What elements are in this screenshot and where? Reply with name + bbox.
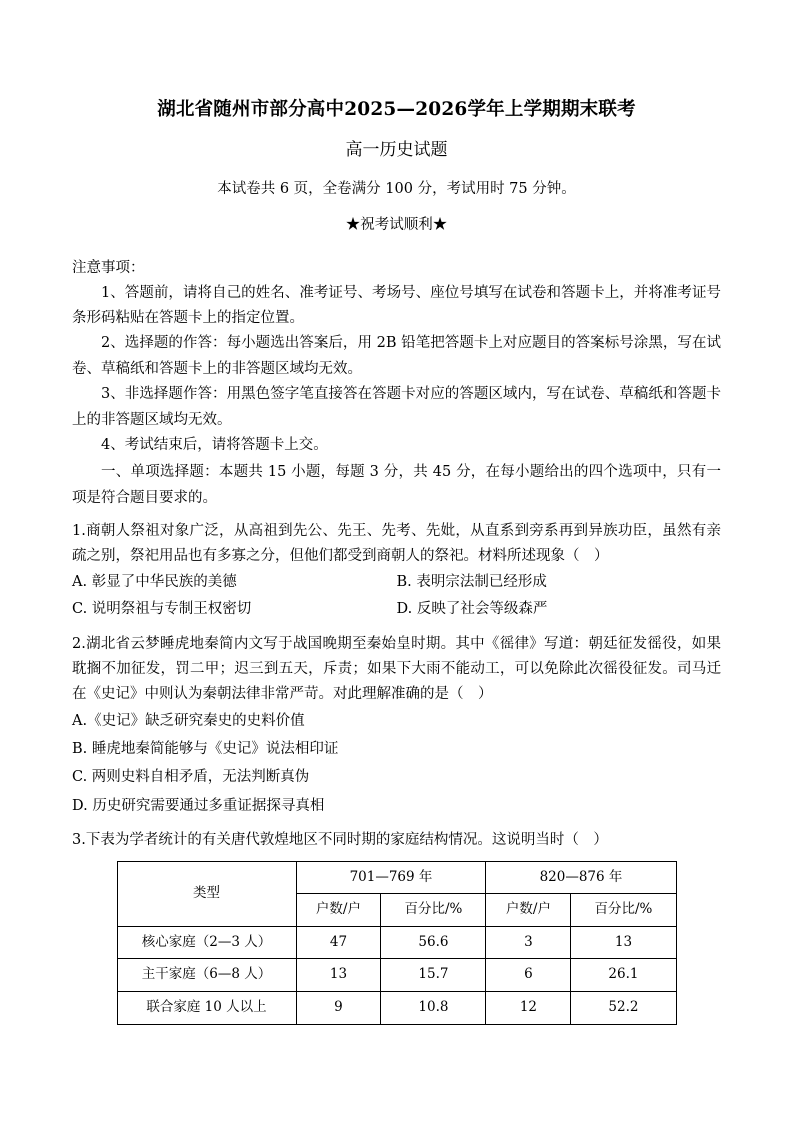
notice-item-4: 4、考试结束后，请将答题卡上交。 [101,436,328,453]
question-2-number: 2. [72,635,86,652]
table-row-1-cell-4: 13 [571,926,676,959]
page-title: 湖北省随州市部分高中2025—2026学年上学期期末联考 [157,99,636,120]
table-row-3-cell-2: 10.8 [381,991,486,1024]
subject-title: 高一历史试题 [345,139,448,160]
question-1-option-b[interactable]: B. 表明宗法制已经形成 [396,573,547,590]
family-structure-table [117,861,677,1025]
question-1-option-d[interactable]: D. 反映了社会等级森严 [396,601,548,618]
table-row-1-label: 核心家庭（2—3 人） [117,926,296,959]
question-1-options-row-2 [72,596,721,624]
good-luck-note: ★祝考试顺利★ [345,217,448,233]
table-row-2-cell-2: 15.7 [381,959,486,992]
table-row-2-cell-1: 13 [296,959,381,992]
question-1-number: 1. [72,523,86,540]
notice-item-2: 2、选择题的作答：每小题选出答案后，用 2B 铅笔把答题卡上对应题目的答案标号涂黑，写在试卷、草稿纸和答题卡上的非答题区域均无效。 [72,335,721,377]
question-1 [72,519,721,569]
question-3 [72,828,721,853]
exam-meta: 本试卷共 6 页，全卷满分 100 分，考试用时 75 分钟。 [217,181,576,198]
table-row-3-label: 联合家庭 10 人以上 [117,991,296,1024]
question-2-option-b[interactable]: B. 睡虎地秦简能够与《史记》说法相印证 [72,741,339,758]
question-2-option-c[interactable]: C. 两则史料自相矛盾，无法判断真伪 [72,769,310,786]
question-2 [72,632,721,707]
table-subheader-4: 百分比/% [571,894,676,927]
question-1-option-a[interactable]: A. 彰显了中华民族的美德 [72,573,237,590]
question-2-option-d[interactable]: D. 历史研究需要通过多重证据探寻真相 [72,797,325,814]
notice-item-1: 1、答题前，请将自己的姓名、准考证号、考场号、座位号填写在试卷和答题卡上，并将准考证号条形码粘贴在答题卡上的指定位置。 [72,284,721,327]
table-row-2-label: 主干家庭（6—8 人） [117,959,296,992]
table-row-1-cell-3: 3 [486,926,571,959]
question-1-options-row-1 [72,569,721,597]
question-3-stem: 下表为学者统计的有关唐代敦煌地区不同时期的家庭结构情况。这说明当时（ ） [85,831,608,848]
table-col-type-header: 类型 [117,861,296,926]
question-1-option-c[interactable]: C. 说明祭祖与专制王权密切 [72,601,252,618]
table-row [117,959,676,992]
table-subheader-1: 户数/户 [296,894,381,927]
question-2-option-a[interactable]: A.《史记》缺乏研究秦史的史料价值 [72,712,305,729]
table-period-2-header: 820—876 年 [486,861,676,894]
notice-heading: 注意事项： [72,260,145,276]
top-spacer [72,0,721,96]
table-row-3-cell-3: 12 [486,991,571,1024]
table-row-2-cell-4: 26.1 [571,959,676,992]
table-row-2-cell-3: 6 [486,959,571,992]
table-row [117,991,676,1024]
table-row [117,926,676,959]
table-row-1-cell-2: 56.6 [381,926,486,959]
table-row-1-cell-1: 47 [296,926,381,959]
notice-item-3: 3、非选择题作答：用黑色签字笔直接答在答题卡对应的答题区域内，写在试卷、草稿纸和答题卡上的非答题区域均无效。 [72,386,721,428]
question-3-number: 3. [72,831,86,848]
table-subheader-3: 户数/户 [486,894,571,927]
table-period-1-header: 701—769 年 [296,861,486,894]
table-header-row-1 [117,861,676,894]
question-1-stem: 商朝人祭祖对象广泛，从高祖到先公、先王、先考、先妣，从直系到旁系再到异族功臣，虽然有亲疏之别，祭祀用品也有多寡之分，但他们都受到商朝人的祭祀。材料所述现象（ ） [72,523,721,564]
section-one-lead: 一、单项选择题：本题共 15 小题，每题 3 分，共 45 分，在每小题给出的四个选项中，只有一项是符合题目要求的。 [72,464,721,506]
table-subheader-2: 百分比/% [381,894,486,927]
table-row-3-cell-1: 9 [296,991,381,1024]
table-row-3-cell-4: 52.2 [571,991,676,1024]
question-2-stem: 湖北省云梦睡虎地秦简内文写于战国晚期至秦始皇时期。其中《徭律》写道：朝廷征发徭役，如果耽搁不加征发，罚二甲；迟三到五天，斥责；如果下大雨不能动工，可以免除此次徭役征发。司马迁在《史记》中则认为秦朝法律非常严苛。对此理解准确的是（ ） [72,635,721,702]
